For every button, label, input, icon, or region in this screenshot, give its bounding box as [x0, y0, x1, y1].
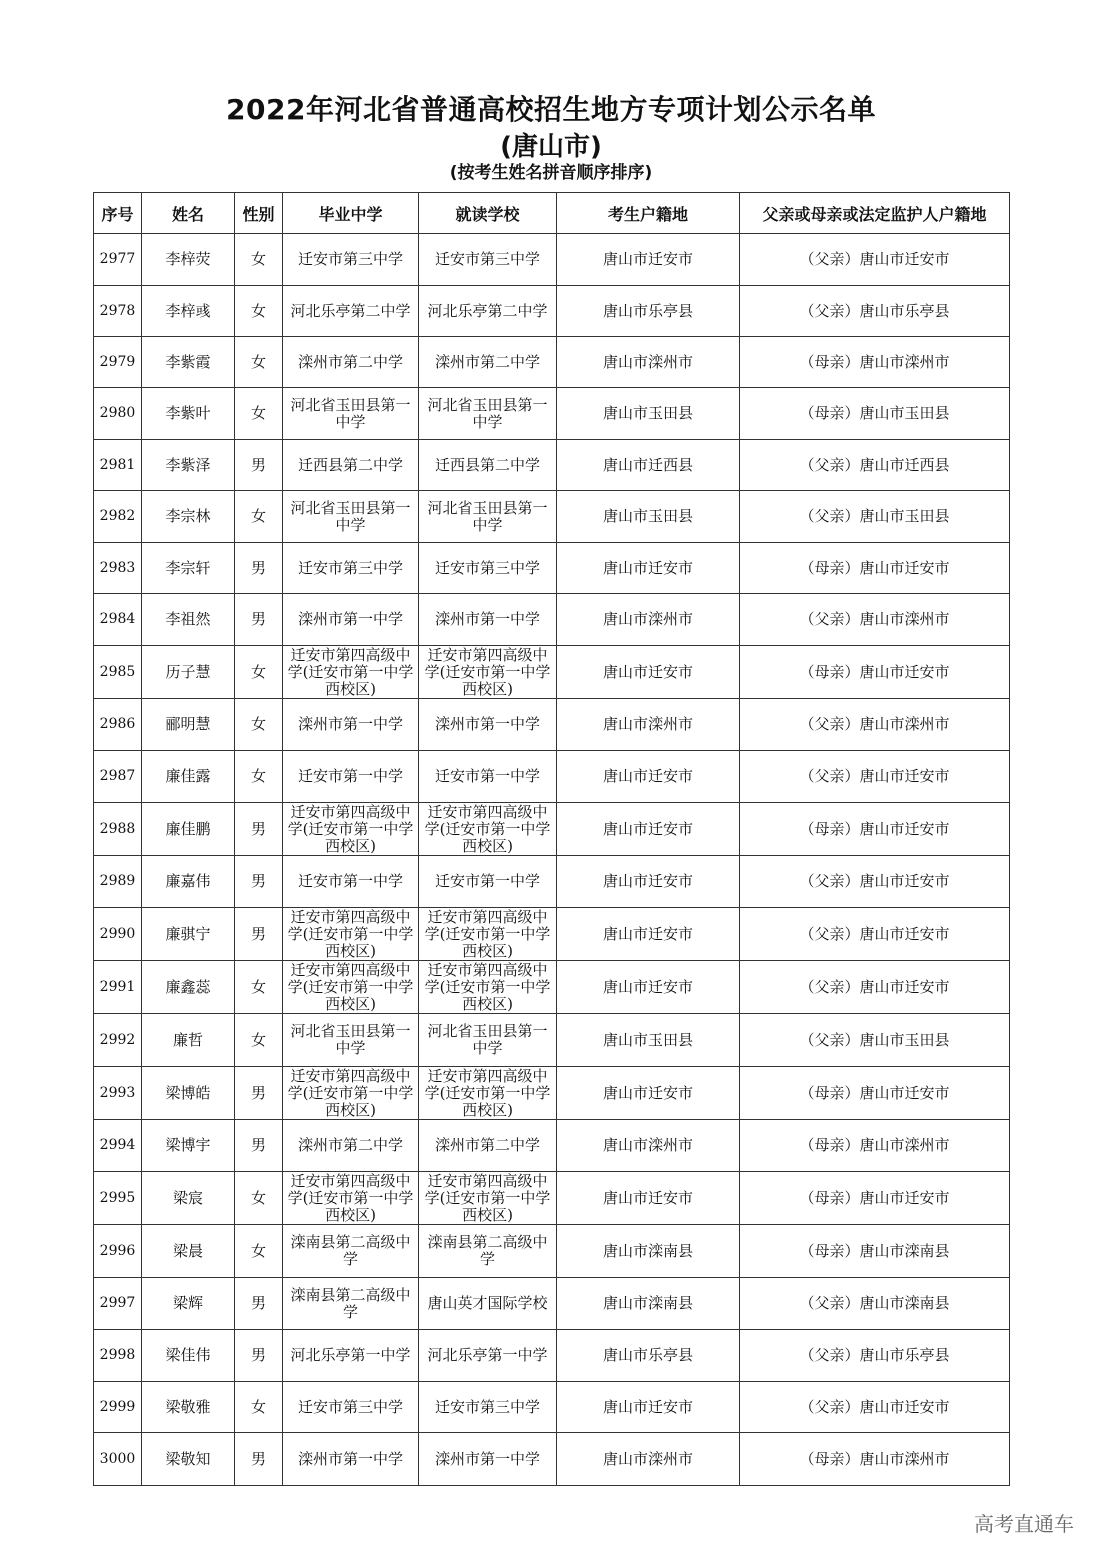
- cell-hukou: 唐山市玉田县: [557, 388, 740, 440]
- watermark-text: 高考直通车: [974, 1512, 1074, 1536]
- table-row: [94, 699, 1010, 751]
- table-header-row: [94, 193, 1010, 234]
- cell-seq: 2987: [94, 751, 142, 803]
- header-gender: 性别: [235, 193, 283, 234]
- table-row: [94, 646, 1010, 699]
- cell-name: 李梓荧: [142, 234, 235, 286]
- cell-seq: 2981: [94, 440, 142, 491]
- cell-grad-school: 迁安市第一中学: [283, 751, 419, 803]
- cell-guardian-hukou: （父亲）唐山市迁安市: [740, 856, 1010, 908]
- cell-grad-school: 滦州市第二中学: [283, 337, 419, 388]
- cell-grad-school: 迁安市第四高级中学(迁安市第一中学西校区): [283, 646, 419, 699]
- cell-name: 梁敬雅: [142, 1382, 235, 1433]
- cell-gender: 男: [235, 908, 283, 961]
- cell-current-school: 河北省玉田县第一中学: [419, 388, 557, 440]
- cell-hukou: 唐山市迁安市: [557, 1172, 740, 1225]
- header-name: 姓名: [142, 193, 235, 234]
- cell-guardian-hukou: （父亲）唐山市玉田县: [740, 1014, 1010, 1067]
- cell-current-school: 迁安市第四高级中学(迁安市第一中学西校区): [419, 1067, 557, 1120]
- cell-seq: 2996: [94, 1225, 142, 1278]
- cell-grad-school: 迁西县第二中学: [283, 440, 419, 491]
- table-row: [94, 286, 1010, 337]
- cell-hukou: 唐山市玉田县: [557, 1014, 740, 1067]
- cell-seq: 2993: [94, 1067, 142, 1120]
- cell-gender: 女: [235, 1172, 283, 1225]
- table-row: [94, 1382, 1010, 1433]
- cell-grad-school: 滦南县第二高级中学: [283, 1278, 419, 1330]
- cell-name: 梁宸: [142, 1172, 235, 1225]
- cell-hukou: 唐山市乐亭县: [557, 1330, 740, 1382]
- table-row: [94, 491, 1010, 543]
- table-row: [94, 440, 1010, 491]
- cell-name: 郦明慧: [142, 699, 235, 751]
- table-body: [94, 234, 1010, 1486]
- cell-current-school: 迁安市第三中学: [419, 234, 557, 286]
- cell-hukou: 唐山市乐亭县: [557, 286, 740, 337]
- cell-hukou: 唐山市玉田县: [557, 491, 740, 543]
- cell-grad-school: 滦州市第一中学: [283, 594, 419, 646]
- cell-guardian-hukou: （母亲）唐山市迁安市: [740, 803, 1010, 856]
- cell-guardian-hukou: （母亲）唐山市迁安市: [740, 1067, 1010, 1120]
- cell-grad-school: 河北乐亭第一中学: [283, 1330, 419, 1382]
- cell-current-school: 迁西县第二中学: [419, 440, 557, 491]
- cell-gender: 男: [235, 1067, 283, 1120]
- cell-grad-school: 迁安市第一中学: [283, 856, 419, 908]
- cell-grad-school: 迁安市第三中学: [283, 234, 419, 286]
- document-title: 2022年河北省普通高校招生地方专项计划公示名单: [226, 93, 876, 126]
- cell-hukou: 唐山市迁安市: [557, 961, 740, 1014]
- cell-seq: 3000: [94, 1433, 142, 1486]
- cell-seq: 2994: [94, 1120, 142, 1172]
- cell-current-school: 滦州市第一中学: [419, 594, 557, 646]
- cell-hukou: 唐山市迁安市: [557, 1382, 740, 1433]
- cell-guardian-hukou: （母亲）唐山市滦南县: [740, 1225, 1010, 1278]
- cell-gender: 男: [235, 803, 283, 856]
- cell-gender: 女: [235, 699, 283, 751]
- cell-seq: 2990: [94, 908, 142, 961]
- cell-guardian-hukou: （父亲）唐山市迁安市: [740, 1382, 1010, 1433]
- cell-gender: 女: [235, 388, 283, 440]
- cell-gender: 男: [235, 856, 283, 908]
- cell-guardian-hukou: （父亲）唐山市迁安市: [740, 234, 1010, 286]
- cell-gender: 女: [235, 234, 283, 286]
- table-row: [94, 1172, 1010, 1225]
- cell-name: 梁博皓: [142, 1067, 235, 1120]
- cell-name: 李梓彧: [142, 286, 235, 337]
- cell-gender: 女: [235, 491, 283, 543]
- cell-guardian-hukou: （母亲）唐山市迁安市: [740, 1172, 1010, 1225]
- cell-hukou: 唐山市迁安市: [557, 803, 740, 856]
- table-row: [94, 234, 1010, 286]
- cell-hukou: 唐山市滦州市: [557, 337, 740, 388]
- cell-seq: 2991: [94, 961, 142, 1014]
- cell-current-school: 迁安市第三中学: [419, 1382, 557, 1433]
- cell-grad-school: 河北省玉田县第一中学: [283, 491, 419, 543]
- cell-guardian-hukou: （母亲）唐山市滦州市: [740, 337, 1010, 388]
- cell-hukou: 唐山市迁安市: [557, 646, 740, 699]
- cell-current-school: 河北省玉田县第一中学: [419, 491, 557, 543]
- cell-seq: 2989: [94, 856, 142, 908]
- cell-grad-school: 迁安市第四高级中学(迁安市第一中学西校区): [283, 961, 419, 1014]
- cell-guardian-hukou: （父亲）唐山市玉田县: [740, 491, 1010, 543]
- cell-guardian-hukou: （母亲）唐山市玉田县: [740, 388, 1010, 440]
- cell-grad-school: 河北省玉田县第一中学: [283, 388, 419, 440]
- cell-seq: 2980: [94, 388, 142, 440]
- cell-guardian-hukou: （母亲）唐山市迁安市: [740, 543, 1010, 594]
- cell-gender: 女: [235, 337, 283, 388]
- table-row: [94, 388, 1010, 440]
- cell-current-school: 迁安市第四高级中学(迁安市第一中学西校区): [419, 646, 557, 699]
- cell-hukou: 唐山市迁安市: [557, 1067, 740, 1120]
- cell-guardian-hukou: （母亲）唐山市滦州市: [740, 1120, 1010, 1172]
- header-seq: 序号: [94, 193, 142, 234]
- table-row: [94, 1120, 1010, 1172]
- cell-seq: 2985: [94, 646, 142, 699]
- table-row: [94, 1330, 1010, 1382]
- cell-name: 廉嘉伟: [142, 856, 235, 908]
- cell-hukou: 唐山市滦州市: [557, 699, 740, 751]
- header-guardian-hukou: 父亲或母亲或法定监护人户籍地: [740, 193, 1010, 234]
- table-row: [94, 1278, 1010, 1330]
- cell-seq: 2995: [94, 1172, 142, 1225]
- cell-name: 李紫泽: [142, 440, 235, 491]
- cell-grad-school: 迁安市第三中学: [283, 543, 419, 594]
- cell-seq: 2982: [94, 491, 142, 543]
- table-row: [94, 803, 1010, 856]
- cell-seq: 2984: [94, 594, 142, 646]
- cell-grad-school: 河北省玉田县第一中学: [283, 1014, 419, 1067]
- cell-guardian-hukou: （父亲）唐山市滦州市: [740, 594, 1010, 646]
- cell-name: 梁辉: [142, 1278, 235, 1330]
- sort-note: (按考生姓名拼音顺序排序): [449, 163, 653, 183]
- table-row: [94, 908, 1010, 961]
- cell-guardian-hukou: （父亲）唐山市乐亭县: [740, 1330, 1010, 1382]
- cell-name: 李宗轩: [142, 543, 235, 594]
- cell-guardian-hukou: （母亲）唐山市迁安市: [740, 646, 1010, 699]
- cell-hukou: 唐山市滦州市: [557, 1120, 740, 1172]
- cell-hukou: 唐山市迁西县: [557, 440, 740, 491]
- cell-name: 廉佳鹏: [142, 803, 235, 856]
- cell-gender: 女: [235, 1014, 283, 1067]
- cell-current-school: 河北省玉田县第一中学: [419, 1014, 557, 1067]
- admission-list-table: [93, 192, 1010, 1486]
- cell-seq: 2992: [94, 1014, 142, 1067]
- cell-gender: 女: [235, 646, 283, 699]
- cell-grad-school: 河北乐亭第二中学: [283, 286, 419, 337]
- cell-grad-school: 迁安市第四高级中学(迁安市第一中学西校区): [283, 908, 419, 961]
- cell-grad-school: 迁安市第三中学: [283, 1382, 419, 1433]
- cell-current-school: 迁安市第四高级中学(迁安市第一中学西校区): [419, 961, 557, 1014]
- cell-current-school: 滦州市第一中学: [419, 1433, 557, 1486]
- header-hukou: 考生户籍地: [557, 193, 740, 234]
- cell-name: 历子慧: [142, 646, 235, 699]
- cell-hukou: 唐山市迁安市: [557, 751, 740, 803]
- cell-seq: 2997: [94, 1278, 142, 1330]
- cell-seq: 2988: [94, 803, 142, 856]
- cell-grad-school: 滦州市第一中学: [283, 1433, 419, 1486]
- cell-name: 廉骐宁: [142, 908, 235, 961]
- table-row: [94, 961, 1010, 1014]
- cell-grad-school: 迁安市第四高级中学(迁安市第一中学西校区): [283, 1172, 419, 1225]
- cell-guardian-hukou: （母亲）唐山市滦州市: [740, 1433, 1010, 1486]
- cell-hukou: 唐山市滦州市: [557, 594, 740, 646]
- cell-name: 李紫叶: [142, 388, 235, 440]
- cell-hukou: 唐山市滦州市: [557, 1433, 740, 1486]
- cell-name: 梁佳伟: [142, 1330, 235, 1382]
- cell-seq: 2978: [94, 286, 142, 337]
- table-row: [94, 543, 1010, 594]
- cell-gender: 女: [235, 286, 283, 337]
- cell-name: 梁敬知: [142, 1433, 235, 1486]
- cell-gender: 女: [235, 1225, 283, 1278]
- table-row: [94, 751, 1010, 803]
- cell-hukou: 唐山市滦南县: [557, 1278, 740, 1330]
- cell-name: 李紫霞: [142, 337, 235, 388]
- cell-current-school: 河北乐亭第二中学: [419, 286, 557, 337]
- cell-current-school: 滦州市第一中学: [419, 699, 557, 751]
- cell-name: 廉哲: [142, 1014, 235, 1067]
- cell-name: 李宗林: [142, 491, 235, 543]
- cell-seq: 2998: [94, 1330, 142, 1382]
- cell-current-school: 唐山英才国际学校: [419, 1278, 557, 1330]
- cell-guardian-hukou: （父亲）唐山市迁安市: [740, 961, 1010, 1014]
- cell-hukou: 唐山市迁安市: [557, 856, 740, 908]
- cell-gender: 男: [235, 1433, 283, 1486]
- cell-current-school: 河北乐亭第一中学: [419, 1330, 557, 1382]
- table-row: [94, 1433, 1010, 1486]
- cell-current-school: 迁安市第一中学: [419, 751, 557, 803]
- cell-grad-school: 滦州市第二中学: [283, 1120, 419, 1172]
- cell-guardian-hukou: （父亲）唐山市迁安市: [740, 751, 1010, 803]
- cell-grad-school: 迁安市第四高级中学(迁安市第一中学西校区): [283, 803, 419, 856]
- cell-gender: 男: [235, 1278, 283, 1330]
- cell-current-school: 滦州市第二中学: [419, 337, 557, 388]
- cell-gender: 男: [235, 440, 283, 491]
- cell-gender: 男: [235, 1330, 283, 1382]
- cell-gender: 女: [235, 751, 283, 803]
- cell-gender: 男: [235, 594, 283, 646]
- cell-current-school: 迁安市第四高级中学(迁安市第一中学西校区): [419, 803, 557, 856]
- cell-seq: 2979: [94, 337, 142, 388]
- cell-guardian-hukou: （父亲）唐山市乐亭县: [740, 286, 1010, 337]
- cell-current-school: 迁安市第三中学: [419, 543, 557, 594]
- cell-hukou: 唐山市滦南县: [557, 1225, 740, 1278]
- cell-guardian-hukou: （父亲）唐山市滦州市: [740, 699, 1010, 751]
- cell-gender: 女: [235, 1382, 283, 1433]
- cell-gender: 男: [235, 1120, 283, 1172]
- cell-grad-school: 滦南县第二高级中学: [283, 1225, 419, 1278]
- cell-name: 梁晨: [142, 1225, 235, 1278]
- cell-grad-school: 迁安市第四高级中学(迁安市第一中学西校区): [283, 1067, 419, 1120]
- cell-name: 廉鑫蕊: [142, 961, 235, 1014]
- cell-current-school: 滦州市第二中学: [419, 1120, 557, 1172]
- cell-guardian-hukou: （父亲）唐山市滦南县: [740, 1278, 1010, 1330]
- table-row: [94, 1067, 1010, 1120]
- cell-grad-school: 滦州市第一中学: [283, 699, 419, 751]
- cell-guardian-hukou: （父亲）唐山市迁西县: [740, 440, 1010, 491]
- cell-name: 李祖然: [142, 594, 235, 646]
- cell-name: 梁博宇: [142, 1120, 235, 1172]
- table-row: [94, 337, 1010, 388]
- cell-current-school: 滦南县第二高级中学: [419, 1225, 557, 1278]
- cell-seq: 2977: [94, 234, 142, 286]
- document-subtitle: (唐山市): [500, 132, 602, 162]
- cell-name: 廉佳露: [142, 751, 235, 803]
- table-row: [94, 1225, 1010, 1278]
- cell-hukou: 唐山市迁安市: [557, 234, 740, 286]
- cell-current-school: 迁安市第一中学: [419, 856, 557, 908]
- table-row: [94, 856, 1010, 908]
- cell-seq: 2983: [94, 543, 142, 594]
- cell-gender: 男: [235, 543, 283, 594]
- cell-current-school: 迁安市第四高级中学(迁安市第一中学西校区): [419, 908, 557, 961]
- cell-hukou: 唐山市迁安市: [557, 543, 740, 594]
- cell-current-school: 迁安市第四高级中学(迁安市第一中学西校区): [419, 1172, 557, 1225]
- cell-guardian-hukou: （父亲）唐山市迁安市: [740, 908, 1010, 961]
- table-row: [94, 1014, 1010, 1067]
- cell-seq: 2986: [94, 699, 142, 751]
- cell-gender: 女: [235, 961, 283, 1014]
- cell-hukou: 唐山市迁安市: [557, 908, 740, 961]
- header-grad-school: 毕业中学: [283, 193, 419, 234]
- table-row: [94, 594, 1010, 646]
- header-current-school: 就读学校: [419, 193, 557, 234]
- cell-seq: 2999: [94, 1382, 142, 1433]
